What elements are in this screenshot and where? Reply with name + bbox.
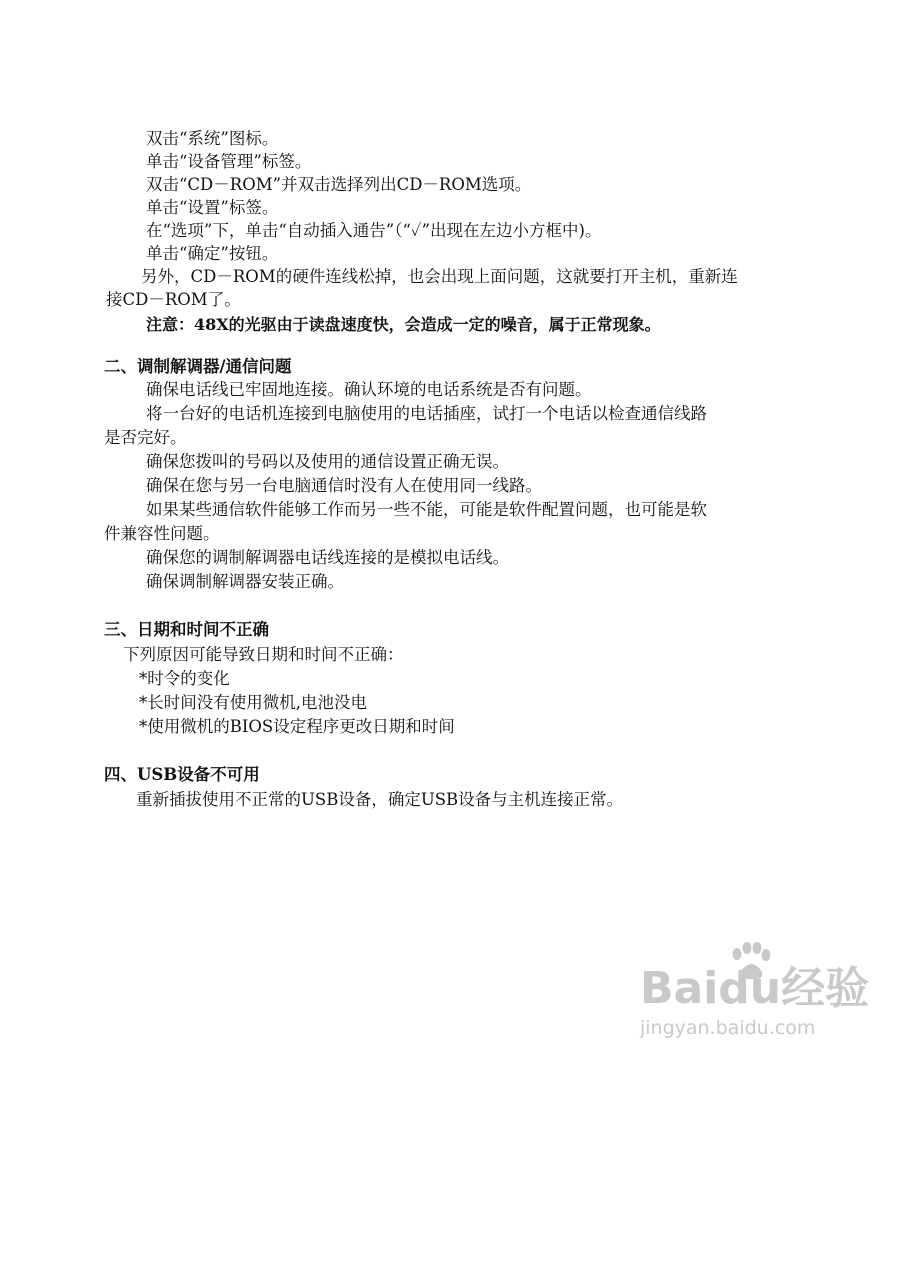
s1-line-3: 双击“CD－ROM”并双击选择列出CD－ROM选项。 xyxy=(146,175,532,194)
s1-line-8: 接CD－ROM了。 xyxy=(106,290,241,309)
s2-line-2: 将一台好的电话机连接到电脑使用的电话插座，试打一个电话以检查通信线路 xyxy=(146,404,707,423)
s2-line-4: 确保您拨叫的号码以及使用的通信设置正确无误。 xyxy=(146,452,509,471)
baidu-jingyan-logo: Baidu经验 xyxy=(640,963,870,1014)
s2-heading: 二、调制解调器/通信问题 xyxy=(104,357,292,376)
s3-item-3: *使用微机的BIOS设定程序更改日期和时间 xyxy=(139,717,455,736)
s2-line-5: 确保在您与另一台电脑通信时没有人在使用同一线路。 xyxy=(146,476,542,495)
s4-heading: 四、USB设备不可用 xyxy=(104,765,260,784)
s4-text: 重新插拔使用不正常的USB设备，确定USB设备与主机连接正常。 xyxy=(136,790,624,809)
s1-line-1: 双击“系统”图标。 xyxy=(146,129,279,148)
s1-line-4: 单击“设置”标签。 xyxy=(146,198,279,217)
s2-line-9: 确保调制解调器安装正确。 xyxy=(146,572,344,591)
s3-item-1: *时令的变化 xyxy=(139,669,230,688)
s2-line-6: 如果某些通信软件能够工作而另一些不能，可能是软件配置问题，也可能是软 xyxy=(146,500,707,519)
baidu-watermark xyxy=(640,950,880,1250)
s2-line-7: 件兼容性问题。 xyxy=(104,524,220,543)
s2-line-1: 确保电话线已牢固地连接。确认环境的电话系统是否有问题。 xyxy=(146,380,592,399)
s3-intro: 下列原因可能导致日期和时间不正确： xyxy=(123,645,404,664)
s2-line-8: 确保您的调制解调器电话线连接的是模拟电话线。 xyxy=(146,548,509,567)
s1-line-6: 单击“确定”按钮。 xyxy=(146,244,279,263)
watermark-url: jingyan.baidu.com xyxy=(640,1017,816,1039)
s1-line-7: 另外，CD－ROM的硬件连线松掉，也会出现上面问题，这就要打开主机，重新连 xyxy=(141,267,738,286)
s3-item-2: *长时间没有使用微机,电池没电 xyxy=(139,693,367,712)
s1-line-2: 单击“设备管理”标签。 xyxy=(146,152,312,171)
s2-line-3: 是否完好。 xyxy=(104,428,187,447)
s3-heading: 三、日期和时间不正确 xyxy=(104,620,269,639)
s1-note: 注意：48X的光驱由于读盘速度快，会造成一定的噪音，属于正常现象。 xyxy=(146,315,661,334)
s1-line-5: 在“选项”下，单击“自动插入通告”（“✓”出现在左边小方框中)。 xyxy=(146,221,602,240)
